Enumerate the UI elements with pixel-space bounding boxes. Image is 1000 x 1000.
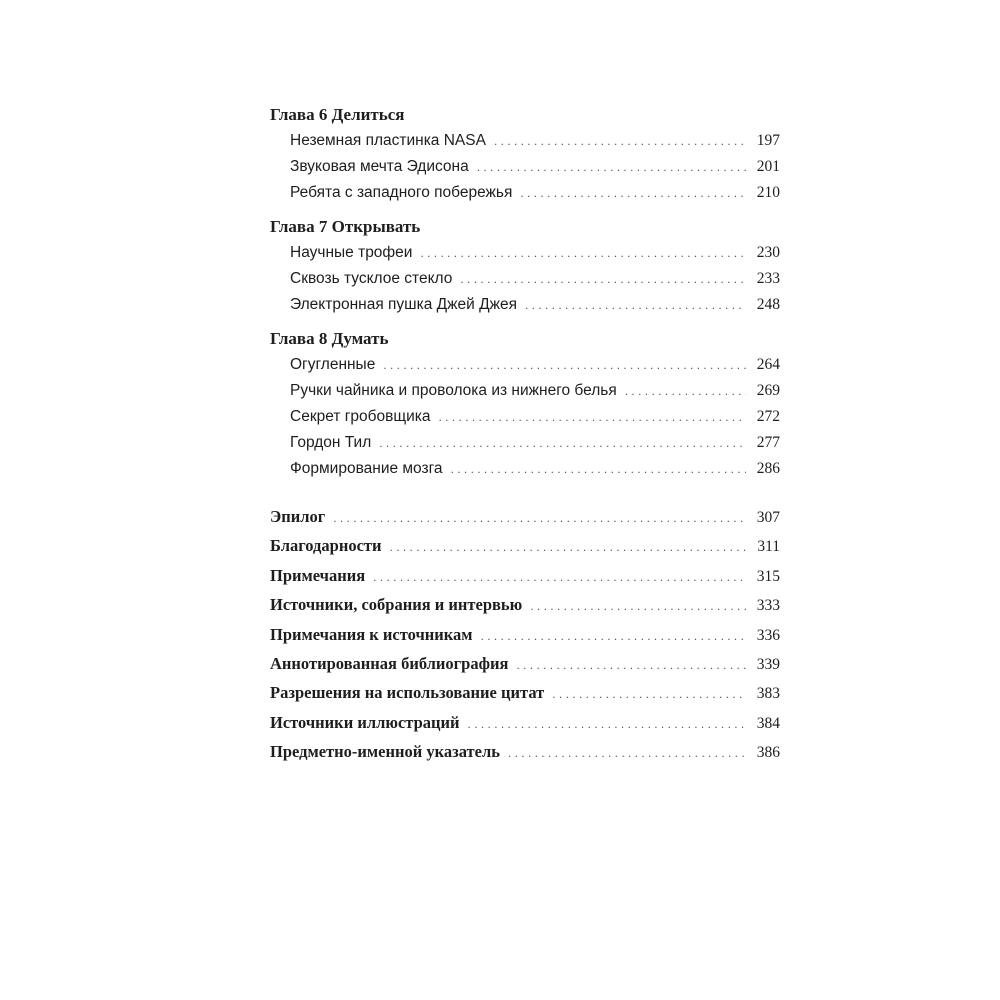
entry-label: Секрет гробовщика [290, 408, 431, 425]
page-number: 383 [756, 685, 780, 703]
entry-label: Формирование мозга [290, 460, 443, 477]
toc-entry [270, 378, 780, 404]
page-number: 333 [756, 597, 780, 615]
page-number: 197 [756, 132, 780, 149]
entry-label: Источники иллюстраций [270, 712, 460, 732]
toc-entry [270, 430, 780, 456]
dot-leader [390, 533, 746, 562]
dot-leader [552, 680, 746, 709]
dot-leader [520, 180, 746, 206]
entry-label: Примечания к источникам [270, 624, 473, 644]
entry-label: Гордон Тил [290, 434, 372, 451]
page-number: 269 [756, 382, 780, 399]
dot-leader [373, 563, 746, 592]
toc-entry [270, 404, 780, 430]
toc-entry [270, 128, 780, 154]
page-number: 277 [756, 434, 780, 451]
entry-label: Эпилог [270, 507, 326, 526]
chapter-title: Глава 6 Делиться [270, 105, 405, 124]
dot-leader [333, 504, 746, 533]
dot-leader [451, 456, 746, 482]
entry-label: Аннотированная библиография [270, 653, 509, 673]
page-number: 315 [756, 567, 780, 585]
dot-leader [460, 266, 746, 292]
chapter-8 [270, 326, 780, 482]
dot-leader [477, 154, 746, 180]
page-number: 210 [756, 184, 780, 201]
dot-leader [508, 739, 746, 768]
spacer [270, 206, 780, 214]
chapter-7 [270, 214, 780, 318]
dot-leader [439, 404, 746, 430]
page-number: 272 [756, 408, 780, 425]
toc-entry [270, 180, 780, 206]
entry-label: Ребята с западного побережья [290, 184, 513, 201]
entry-label: Звуковая мечта Эдисона [290, 158, 469, 175]
toc-entry [270, 266, 780, 292]
entry-label: Благодарности [270, 536, 382, 556]
page-number: 233 [756, 270, 780, 287]
page-number: 307 [756, 509, 780, 526]
page-number: 201 [756, 158, 780, 175]
entry-label: Огугленные [290, 356, 376, 373]
page-number: 339 [756, 655, 780, 673]
dot-leader [383, 352, 746, 378]
toc-entry [270, 561, 780, 590]
spacer [270, 318, 780, 326]
page-number: 230 [756, 244, 780, 261]
page-number: 264 [756, 356, 780, 373]
dot-leader [468, 710, 746, 739]
page-number: 286 [756, 460, 780, 477]
entry-label: Научные трофеи [290, 244, 413, 261]
dot-leader [625, 378, 746, 404]
page-number: 248 [756, 296, 780, 313]
dot-leader [481, 622, 746, 651]
toc-entry [270, 708, 780, 737]
dot-leader [516, 651, 746, 680]
chapter-title: Глава 8 Думать [270, 329, 389, 348]
entry-label: Сквозь тусклое стекло [290, 270, 453, 287]
toc-entry [270, 456, 780, 482]
toc-entry [270, 531, 780, 560]
toc-entry [270, 292, 780, 318]
toc-entry [270, 352, 780, 378]
spacer [270, 482, 780, 502]
dot-leader [494, 128, 746, 154]
toc-entry [270, 678, 780, 707]
page-number: 386 [756, 744, 780, 762]
table-of-contents [270, 102, 780, 767]
page-number: 336 [756, 626, 780, 644]
page-number: 311 [757, 538, 780, 556]
dot-leader [530, 592, 746, 621]
entry-label: Предметно-именной указатель [270, 742, 500, 762]
entry-label: Электронная пушка Джей Джея [290, 296, 517, 313]
toc-entry [270, 737, 780, 766]
toc-entry [270, 620, 780, 649]
page-number: 384 [756, 714, 780, 732]
toc-entry [270, 649, 780, 678]
toc-entry [270, 590, 780, 619]
toc-entry [270, 240, 780, 266]
dot-leader [379, 430, 746, 456]
entry-label: Разрешения на использование цитат [270, 683, 545, 703]
dot-leader [420, 240, 746, 266]
entry-label: Неземная пластинка NASA [290, 132, 486, 149]
chapter-6 [270, 102, 780, 206]
toc-entry [270, 502, 780, 531]
toc-entry [270, 154, 780, 180]
dot-leader [525, 292, 746, 318]
entry-label: Источники, собрания и интервью [270, 595, 523, 615]
chapter-title: Глава 7 Открывать [270, 217, 421, 236]
entry-label: Примечания [270, 565, 366, 585]
entry-label: Ручки чайника и проволока из нижнего белья [290, 382, 617, 399]
back-matter [270, 502, 780, 767]
